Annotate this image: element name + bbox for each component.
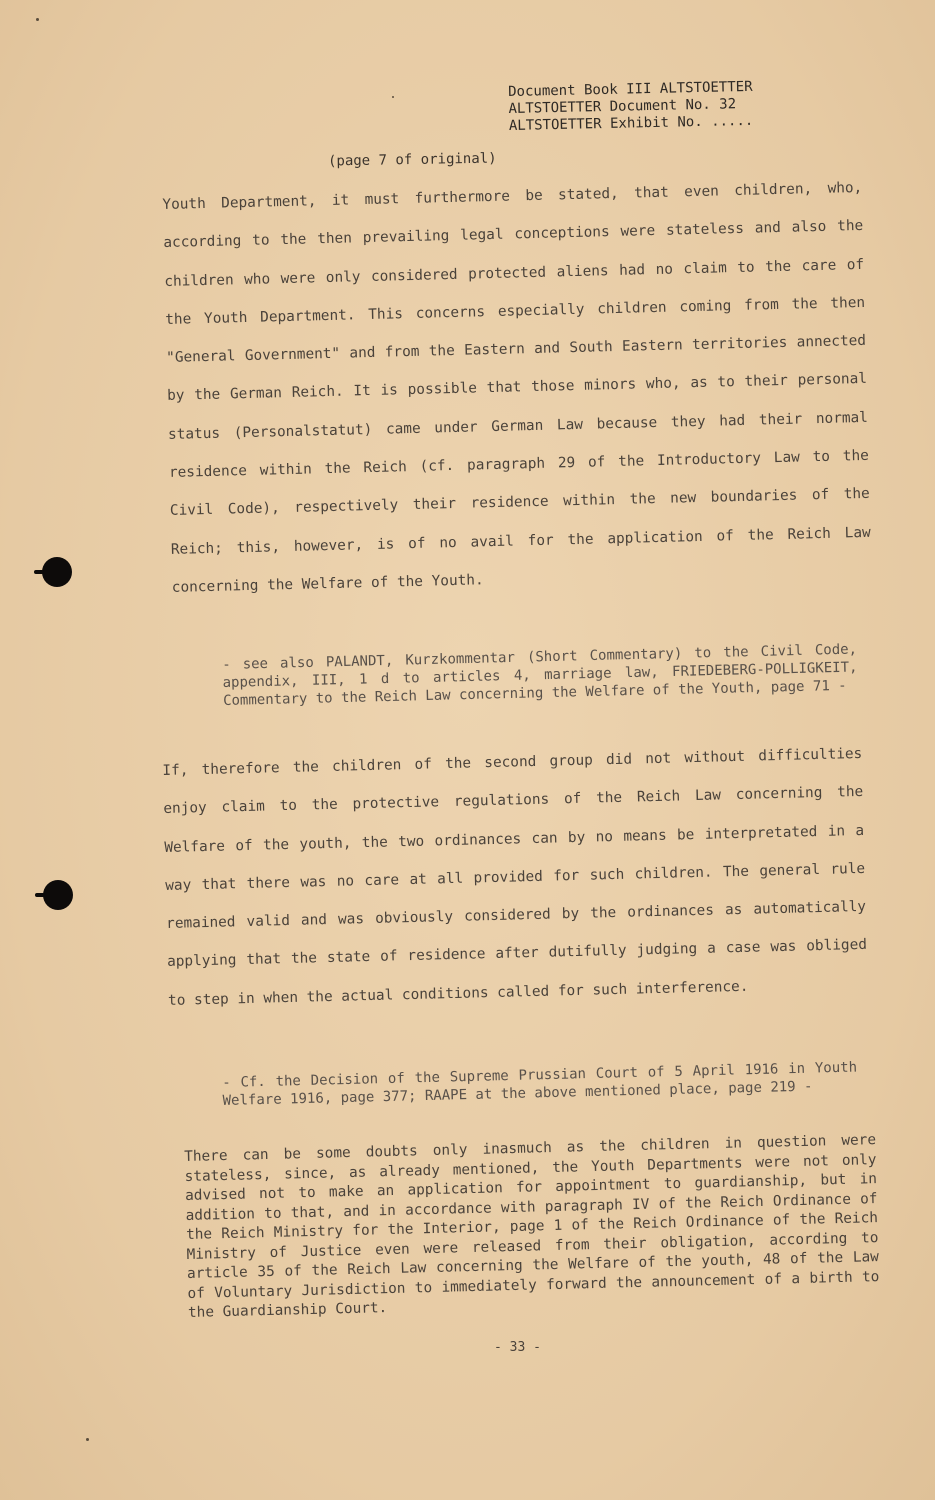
paragraph-second-group: If, therefore the children of the second group did not without difficulties enjoy claim to the protective regulations of the Reich Law concerning the Welfare of the youth, the two ordinances can by no means be interpretated in a way that there was no care at all provided for such children. The general rule remained valid and was obviously considered by the ordinances as automatically applying that the state of residence after dutifully judging a case was obliged to step in when the actual conditions called for such interference.	[162, 745, 868, 1009]
paragraph-youth-department: Youth Department, it must furthermore be stated, that even children, who, according to the then prevailing legal conceptions were stateless and also the children who were only considered protected aliens had no claim to the care of the Youth Department. This concerns especially children coming from the then "General Government" and from the Eastern and South Eastern territories annected by the German Reich. It is possible that those minors who, as to their personal status (Personalstatut) came under German Law because they had their normal residence within the Reich (cf. paragraph 29 of the Introductory Law to the Civil Code), respectively their residence within the new boundaries of the Reich; this, however, is of no avail for the application of the Reich Law concerning the Welfare of the Youth.	[162, 179, 871, 596]
page-number: - 33 -	[494, 1340, 541, 1355]
paper-speck	[36, 18, 39, 21]
paper-speck	[392, 96, 394, 98]
footnote-palandt: - see also PALANDT, Kurzkommentar (Short Commentary) to the Civil Code, appendix, III, 1 d to articles 4, marriage law, FRIEDEBERG-POLLIGKEIT, Commentary to the Reich Law concerning the Welfare of the Youth, page 71 -	[222, 641, 858, 709]
original-page-note: (page 7 of original)	[327, 150, 497, 170]
document-header	[508, 79, 753, 135]
footnote-supreme-court: - Cf. the Decision of the Supreme Prussian Court of 5 April 1916 in Youth Welfare 1916, page 377; RAAPE at the above mentioned place, page 219 -	[222, 1059, 858, 1109]
punch-hole	[43, 880, 73, 910]
header-document-book: Document Book III ALTSTOETTER	[508, 78, 753, 100]
header-exhibit-number: ALTSTOETTER Exhibit No. .....	[508, 112, 754, 134]
paragraph-stateless-doubts: There can be some doubts only inasmuch as the children in question were stateless, since, as already mentioned, the Youth Departments were not only advised not to make an application for appointment to guardianship, but in addition to that, and in accordance with paragraph IV of the Reich Ordinance of the Reich Ministry for the Interior, page 1 of the Reich Ordinance of the Reich Ministry of Justice even were released from their obligation, according to article 35 of the Reich Law concerning the Welfare of the youth, 48 of the Law of Voluntary Jurisdiction to immediately forward the announcement of a birth to the Guardianship Court.	[184, 1132, 880, 1321]
header-document-number: ALTSTOETTER Document No. 32	[508, 96, 737, 117]
punch-hole	[42, 557, 72, 587]
paper-speck	[86, 1438, 89, 1441]
